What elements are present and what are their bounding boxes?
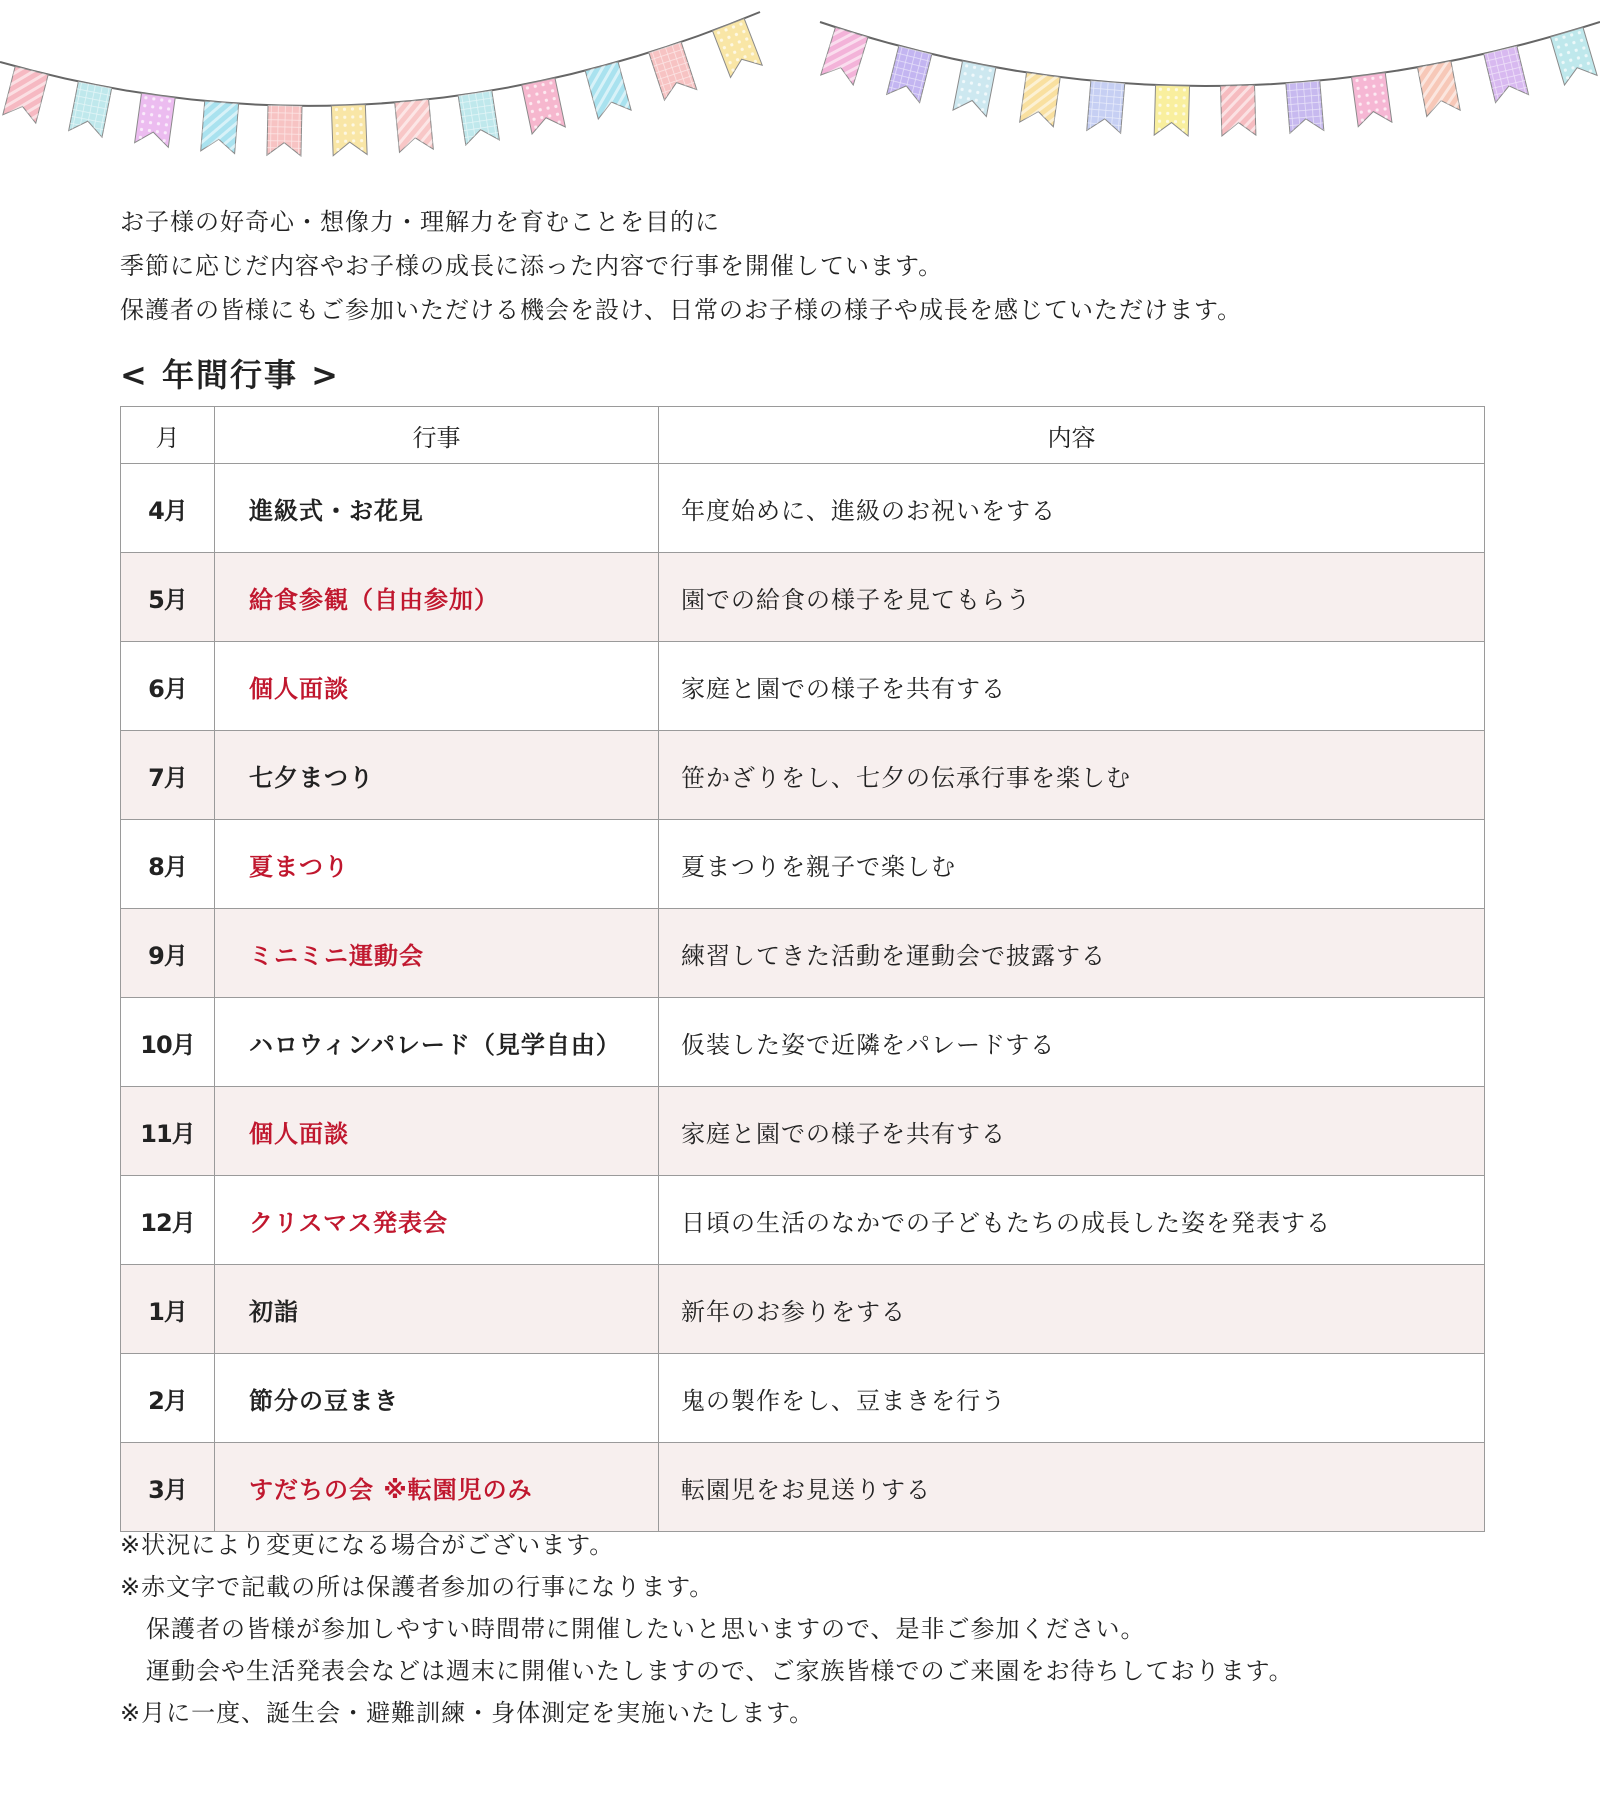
detail-cell: 鬼の製作をし、豆まきを行う [659, 1354, 1485, 1443]
pennant-flag [135, 93, 176, 147]
event-cell: 給食参観（自由参加） [215, 553, 659, 642]
month-cell: 10月 [121, 998, 215, 1087]
pennant-flag [522, 78, 566, 134]
pennant-flag [953, 61, 996, 117]
detail-cell: 家庭と園での様子を共有する [659, 642, 1485, 731]
pennant-flag [1087, 81, 1125, 134]
pennant-flag [395, 99, 434, 152]
pennant-flag [1154, 85, 1189, 136]
pennant-flag [1484, 46, 1529, 103]
table-row [121, 1354, 1485, 1443]
table-header-row [121, 407, 1485, 464]
month-cell: 11月 [121, 1087, 215, 1176]
table-row [121, 464, 1485, 553]
pennant-flag [331, 104, 367, 155]
note-line: 運動会や生活発表会などは週末に開催いたしますので、ご家族皆様でのご来園をお待ちしております。 [146, 1657, 1294, 1685]
month-cell: 2月 [121, 1354, 215, 1443]
pennant-flag [201, 101, 239, 154]
note-line: ※月に一度、誕生会・避難訓練・身体測定を実施いたします。 [120, 1699, 815, 1727]
pennant-flag [458, 91, 499, 146]
event-cell: 進級式・お花見 [215, 464, 659, 553]
month-cell: 12月 [121, 1176, 215, 1265]
pennant-flag [649, 42, 697, 100]
garland-string-left [0, 12, 760, 106]
detail-cell: 仮装した姿で近隣をパレードする [659, 998, 1485, 1087]
detail-cell: 夏まつりを親子で楽しむ [659, 820, 1485, 909]
pennant-flag [585, 62, 631, 119]
garland-flags-left [3, 19, 762, 156]
table-row [121, 1265, 1485, 1354]
month-cell: 7月 [121, 731, 215, 820]
pennant-flag [69, 82, 112, 138]
note-line: ※赤文字で記載の所は保護者参加の行事になります。 [120, 1573, 715, 1601]
table-row [121, 1087, 1485, 1176]
intro-line: お子様の好奇心・想像力・理解力を育むことを目的に [120, 208, 720, 236]
event-cell: 初詣 [215, 1265, 659, 1354]
detail-cell: 新年のお参りをする [659, 1265, 1485, 1354]
bunting-garland-decoration [0, 0, 1600, 175]
event-cell: 個人面談 [215, 642, 659, 731]
event-cell: 夏まつり [215, 820, 659, 909]
event-cell: 七夕まつり [215, 731, 659, 820]
table-row [121, 820, 1485, 909]
table-row [121, 998, 1485, 1087]
table-row [121, 642, 1485, 731]
month-cell: 3月 [121, 1443, 215, 1532]
annual-events-table [120, 406, 1485, 1532]
table-row [121, 1443, 1485, 1532]
garland-string-right [820, 22, 1600, 86]
detail-cell: 練習してきた活動を運動会で披露する [659, 909, 1485, 998]
intro-text [120, 200, 1520, 332]
header-month: 月 [121, 407, 215, 464]
pennant-flag [1550, 27, 1597, 85]
table-row [121, 731, 1485, 820]
table-row [121, 1176, 1485, 1265]
pennant-flag [821, 27, 868, 85]
detail-cell: 年度始めに、進級のお祝いをする [659, 464, 1485, 553]
pennant-flag [887, 46, 932, 103]
event-cell: 個人面談 [215, 1087, 659, 1176]
detail-cell: 家庭と園での様子を共有する [659, 1087, 1485, 1176]
month-cell: 1月 [121, 1265, 215, 1354]
event-cell: すだちの会 ※転園児のみ [215, 1443, 659, 1532]
note-line: ※状況により変更になる場合がございます。 [120, 1531, 615, 1559]
event-cell: ミニミニ運動会 [215, 909, 659, 998]
event-cell: 節分の豆まき [215, 1354, 659, 1443]
pennant-flag [3, 66, 48, 123]
pennant-flag [267, 105, 302, 156]
pennant-flag [1417, 61, 1460, 116]
month-cell: 4月 [121, 464, 215, 553]
detail-cell: 笹かざりをし、七夕の伝承行事を楽しむ [659, 731, 1485, 820]
intro-line: 季節に応じだ内容やお子様の成長に添った内容で行事を開催しています。 [120, 252, 944, 280]
month-cell: 8月 [121, 820, 215, 909]
intro-line: 保護者の皆様にもご参加いただける機会を設け、日常のお子様の様子や成長を感じていただけます。 [120, 296, 1243, 324]
footnotes [120, 1524, 1540, 1734]
pennant-flag [1020, 73, 1061, 127]
month-cell: 5月 [121, 553, 215, 642]
event-cell: クリスマス発表会 [215, 1176, 659, 1265]
month-cell: 6月 [121, 642, 215, 731]
month-cell: 9月 [121, 909, 215, 998]
header-detail: 内容 [659, 407, 1485, 464]
section-title: < 年間行事 > [120, 356, 340, 394]
table-row [121, 553, 1485, 642]
header-event: 行事 [215, 407, 659, 464]
pennant-flag [1286, 81, 1324, 134]
detail-cell: 園での給食の様子を見てもらう [659, 553, 1485, 642]
event-cell: ハロウィンパレード（見学自由） [215, 998, 659, 1087]
pennant-flag [1352, 73, 1392, 127]
garland-flags-right [821, 27, 1597, 136]
note-line: 保護者の皆様が参加しやすい時間帯に開催したいと思いますので、是非ご参加ください。 [146, 1615, 1146, 1643]
detail-cell: 日頃の生活のなかでの子どもたちの成長した姿を発表する [659, 1176, 1485, 1265]
table-row [121, 909, 1485, 998]
pennant-flag [1221, 85, 1256, 136]
detail-cell: 転園児をお見送りする [659, 1443, 1485, 1532]
